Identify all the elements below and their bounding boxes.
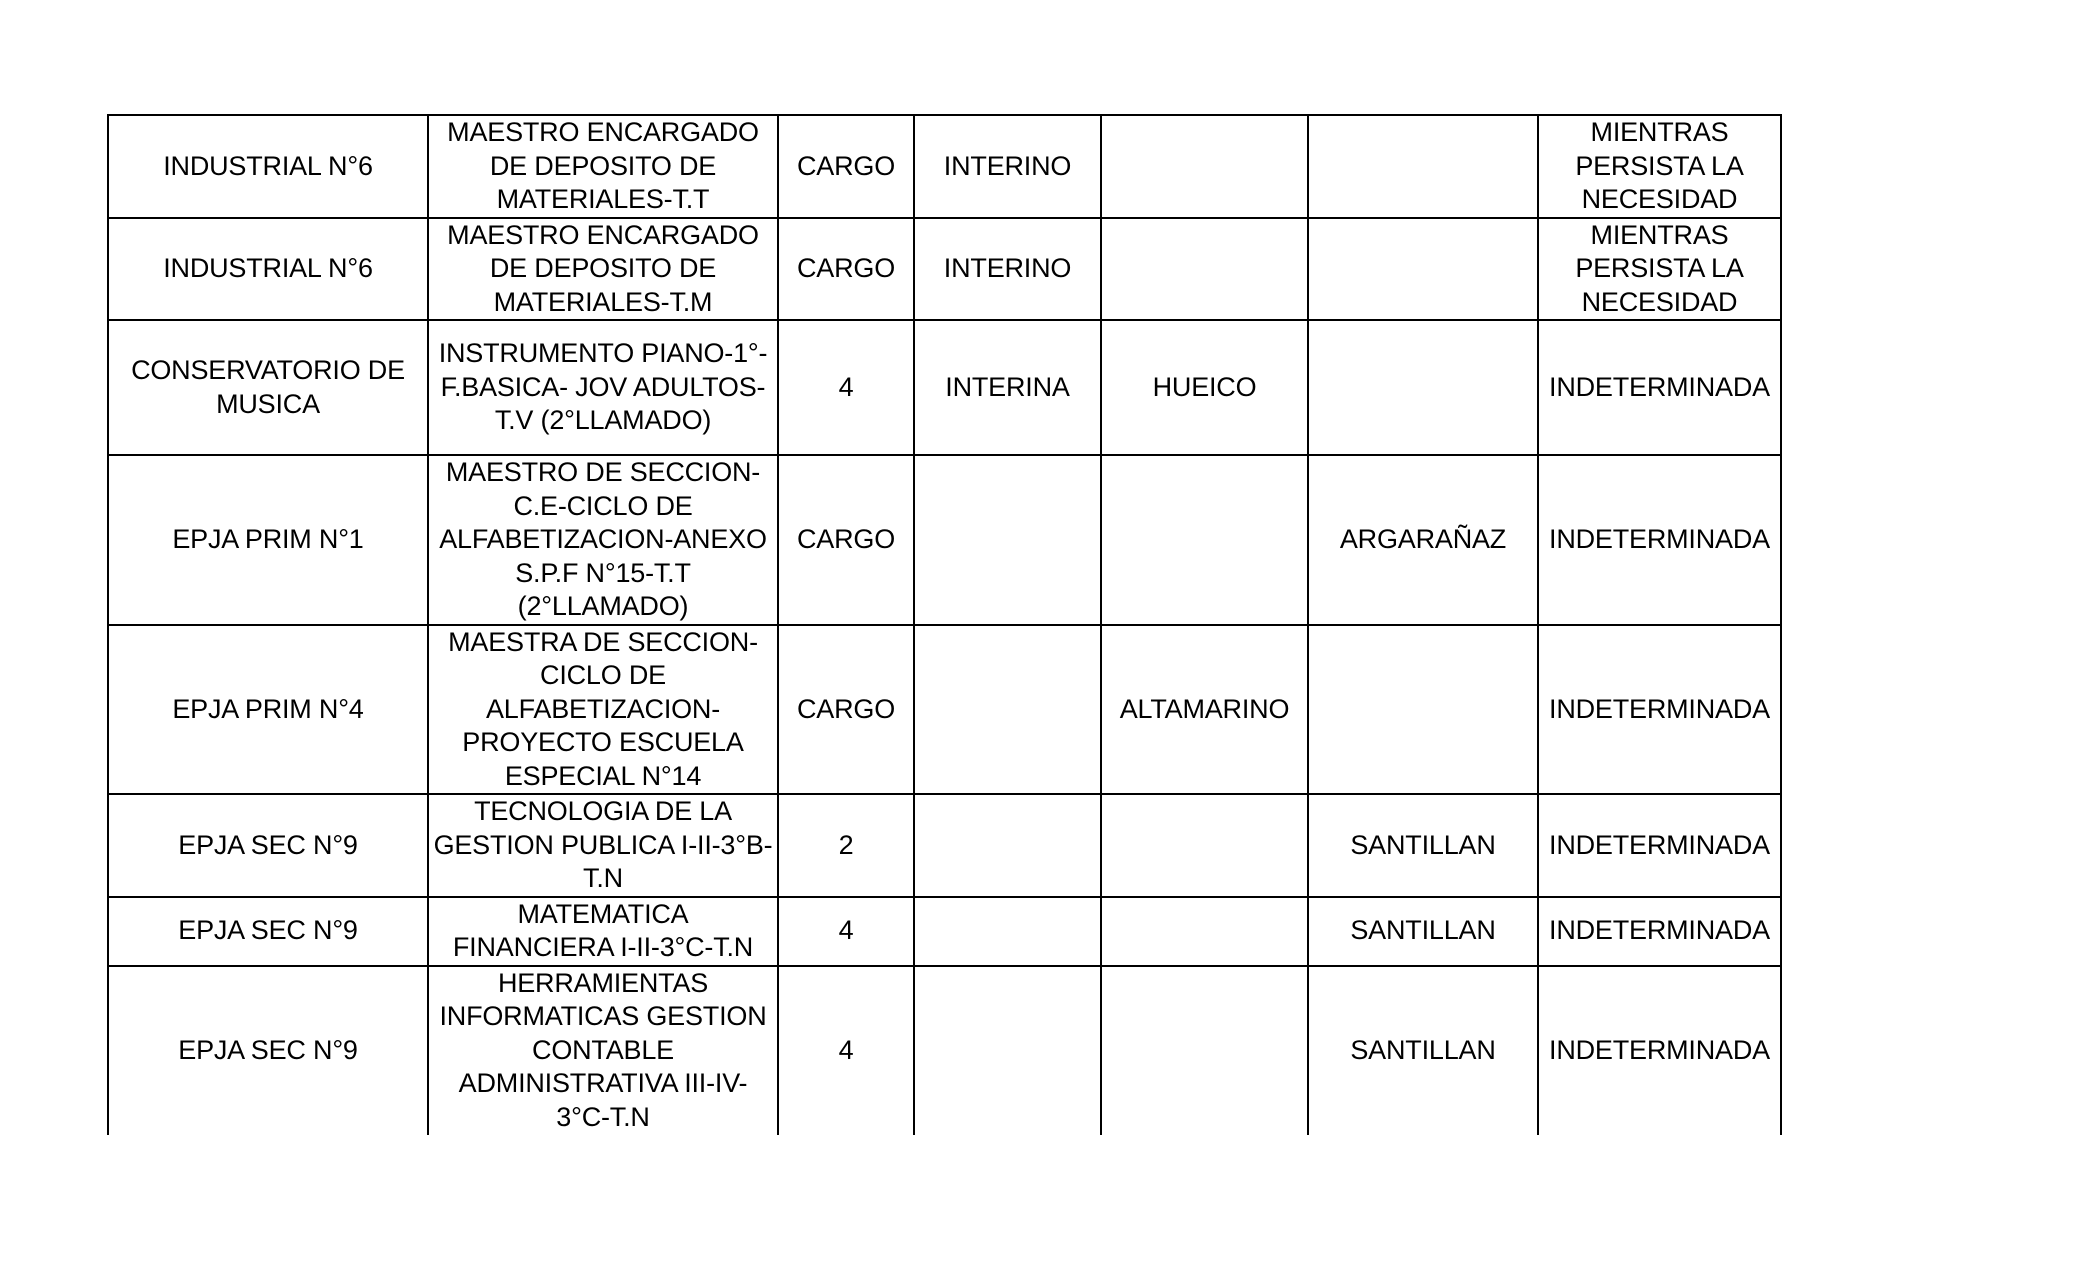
teacher-cell <box>1101 794 1308 897</box>
table-body <box>108 115 1781 1135</box>
teacher-alt-cell: SANTILLAN <box>1308 794 1538 897</box>
table-row <box>108 794 1781 897</box>
school-cell: CONSERVATORIO DE MUSICA <box>108 320 428 455</box>
teacher-cell: HUEICO <box>1101 320 1308 455</box>
subject-cell: INSTRUMENTO PIANO-1°- F.BASICA- JOV ADULTOS- T.V (2°LLAMADO) <box>428 320 778 455</box>
duration-cell: INDETERMINADA <box>1538 897 1781 966</box>
duration-cell: INDETERMINADA <box>1538 966 1781 1135</box>
teacher-alt-cell: SANTILLAN <box>1308 966 1538 1135</box>
teacher-cell <box>1101 218 1308 321</box>
school-cell: INDUSTRIAL N°6 <box>108 218 428 321</box>
status-cell <box>914 455 1101 625</box>
school-cell: EPJA SEC N°9 <box>108 966 428 1135</box>
table-row <box>108 115 1781 218</box>
hours-cell: CARGO <box>778 115 914 218</box>
hours-cell: 4 <box>778 966 914 1135</box>
hours-cell: CARGO <box>778 625 914 795</box>
duration-cell: MIENTRAS PERSISTA LA NECESIDAD <box>1538 218 1781 321</box>
teacher-alt-cell: ARGARAÑAZ <box>1308 455 1538 625</box>
duration-cell: INDETERMINADA <box>1538 625 1781 795</box>
duration-cell: MIENTRAS PERSISTA LA NECESIDAD <box>1538 115 1781 218</box>
subject-cell: MAESTRO ENCARGADO DE DEPOSITO DE MATERIALES-T.M <box>428 218 778 321</box>
teacher-cell <box>1101 966 1308 1135</box>
school-cell: EPJA PRIM N°4 <box>108 625 428 795</box>
status-cell <box>914 625 1101 795</box>
teacher-alt-cell <box>1308 625 1538 795</box>
subject-cell: HERRAMIENTAS INFORMATICAS GESTION CONTABLE ADMINISTRATIVA III-IV- 3°C-T.N <box>428 966 778 1135</box>
subject-cell: MAESTRA DE SECCION- CICLO DE ALFABETIZACION- PROYECTO ESCUELA ESPECIAL N°14 <box>428 625 778 795</box>
hours-cell: 2 <box>778 794 914 897</box>
vacancies-table <box>107 114 1782 1135</box>
table-row <box>108 897 1781 966</box>
school-cell: EPJA PRIM N°1 <box>108 455 428 625</box>
duration-cell: INDETERMINADA <box>1538 320 1781 455</box>
duration-cell: INDETERMINADA <box>1538 794 1781 897</box>
hours-cell: CARGO <box>778 218 914 321</box>
teacher-alt-cell <box>1308 320 1538 455</box>
status-cell <box>914 794 1101 897</box>
teacher-cell: ALTAMARINO <box>1101 625 1308 795</box>
teacher-alt-cell: SANTILLAN <box>1308 897 1538 966</box>
teacher-cell <box>1101 455 1308 625</box>
status-cell: INTERINO <box>914 218 1101 321</box>
school-cell: EPJA SEC N°9 <box>108 897 428 966</box>
status-cell <box>914 897 1101 966</box>
status-cell: INTERINA <box>914 320 1101 455</box>
subject-cell: MAESTRO ENCARGADO DE DEPOSITO DE MATERIALES-T.T <box>428 115 778 218</box>
subject-cell: MATEMATICA FINANCIERA I-II-3°C-T.N <box>428 897 778 966</box>
table-row <box>108 966 1781 1135</box>
hours-cell: 4 <box>778 320 914 455</box>
hours-cell: CARGO <box>778 455 914 625</box>
teacher-cell <box>1101 897 1308 966</box>
duration-cell: INDETERMINADA <box>1538 455 1781 625</box>
school-cell: INDUSTRIAL N°6 <box>108 115 428 218</box>
teacher-cell <box>1101 115 1308 218</box>
subject-cell: TECNOLOGIA DE LA GESTION PUBLICA I-II-3°B- T.N <box>428 794 778 897</box>
table-row <box>108 625 1781 795</box>
status-cell: INTERINO <box>914 115 1101 218</box>
hours-cell: 4 <box>778 897 914 966</box>
school-cell: EPJA SEC N°9 <box>108 794 428 897</box>
status-cell <box>914 966 1101 1135</box>
table-row <box>108 320 1781 455</box>
table-row <box>108 218 1781 321</box>
teacher-alt-cell <box>1308 218 1538 321</box>
teacher-alt-cell <box>1308 115 1538 218</box>
subject-cell: MAESTRO DE SECCION- C.E-CICLO DE ALFABETIZACION-ANEXO S.P.F N°15-T.T (2°LLAMADO) <box>428 455 778 625</box>
table-row <box>108 455 1781 625</box>
